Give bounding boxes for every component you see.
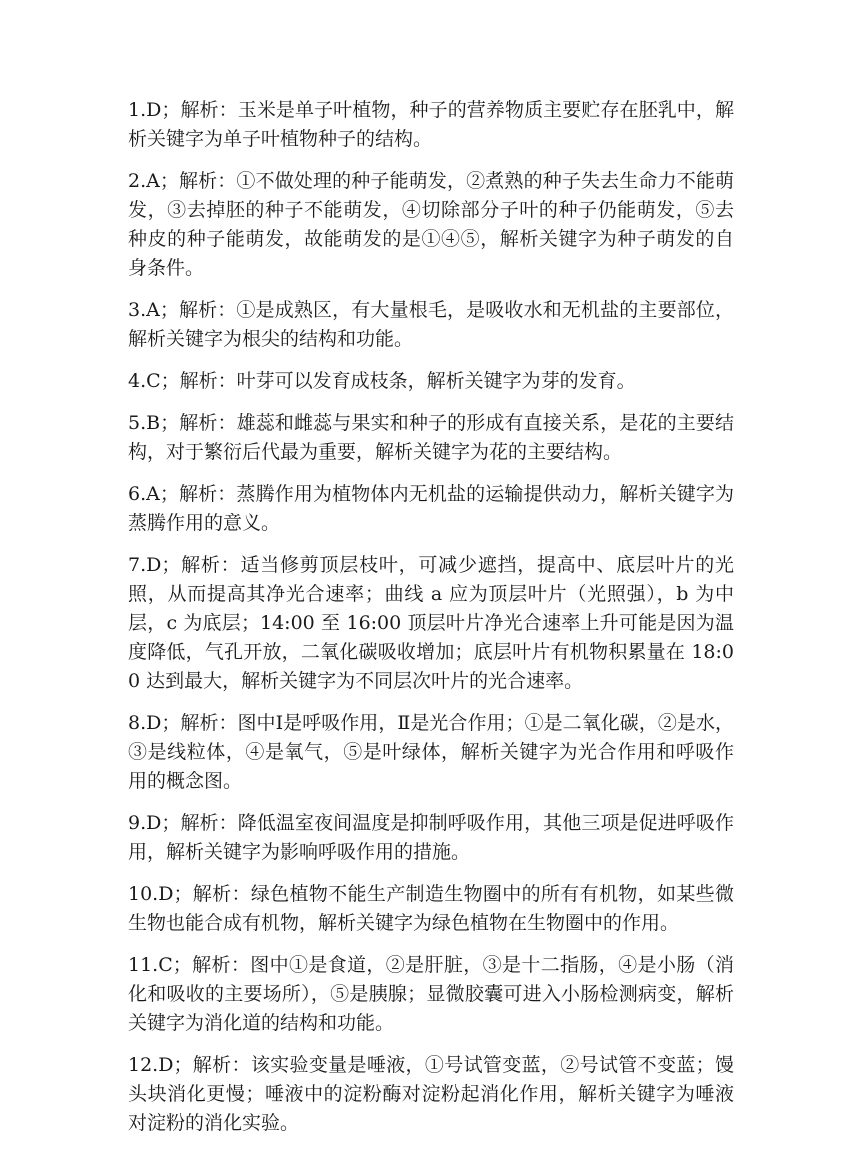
answer-item-5: 5.B；解析：雄蕊和雌蕊与果实和种子的形成有直接关系，是花的主要结构，对于繁衍后代最为重要，解析关键字为花的主要结构。 bbox=[128, 412, 734, 463]
answer-item-4: 4.C；解析：叶芽可以发育成枝条，解析关键字为芽的发育。 bbox=[128, 370, 636, 392]
answer-key-page bbox=[128, 96, 734, 1151]
answer-item-7: 7.D；解析：适当修剪顶层枝叶，可减少遮挡，提高中、底层叶片的光照，从而提高其净光合速率；曲线 a 应为顶层叶片（光照强），b 为中层，c 为底层；14:00 至 16:00 顶层叶片净光合速率上升可能是因为温度降低，气孔开放，二氧化碳吸收增加；底层叶片有机物积累量在 18:00 达到最大，解析关键字为不同层次叶片的光合速率。 bbox=[128, 554, 734, 692]
answer-item-2: 2.A；解析：①不做处理的种子能萌发，②煮熟的种子失去生命力不能萌发，③去掉胚的种子不能萌发，④切除部分子叶的种子仍能萌发，⑤去种皮的种子能萌发，故能萌发的是①④⑤，解析关键字为种子萌发的自身条件。 bbox=[128, 170, 734, 279]
answer-item-3: 3.A；解析：①是成熟区，有大量根毛，是吸收水和无机盐的主要部位，解析关键字为根尖的结构和功能。 bbox=[128, 299, 734, 350]
answer-item-1: 1.D；解析：玉米是单子叶植物，种子的营养物质主要贮存在胚乳中，解析关键字为单子叶植物种子的结构。 bbox=[128, 99, 734, 150]
answer-item-11: 11.C；解析：图中①是食道，②是肝脏，③是十二指肠，④是小肠（消化和吸收的主要场所），⑤是胰腺；显微胶囊可进入小肠检测病变，解析关键字为消化道的结构和功能。 bbox=[128, 954, 734, 1034]
answer-item-10: 10.D；解析：绿色植物不能生产制造生物圈中的所有有机物，如某些微生物也能合成有机物，解析关键字为绿色植物在生物圈中的作用。 bbox=[128, 883, 734, 934]
answer-item-8: 8.D；解析：图中Ⅰ是呼吸作用，Ⅱ是光合作用；①是二氧化碳，②是水，③是线粒体，④是氧气，⑤是叶绿体，解析关键字为光合作用和呼吸作用的概念图。 bbox=[128, 712, 734, 792]
answer-item-9: 9.D；解析：降低温室夜间温度是抑制呼吸作用，其他三项是促进呼吸作用，解析关键字为影响呼吸作用的措施。 bbox=[128, 812, 734, 863]
answer-item-6: 6.A；解析：蒸腾作用为植物体内无机盐的运输提供动力，解析关键字为蒸腾作用的意义。 bbox=[128, 483, 734, 534]
answer-item-12: 12.D；解析：该实验变量是唾液，①号试管变蓝，②号试管不变蓝；馒头块消化更慢；唾液中的淀粉酶对淀粉起消化作用，解析关键字为唾液对淀粉的消化实验。 bbox=[128, 1054, 734, 1134]
